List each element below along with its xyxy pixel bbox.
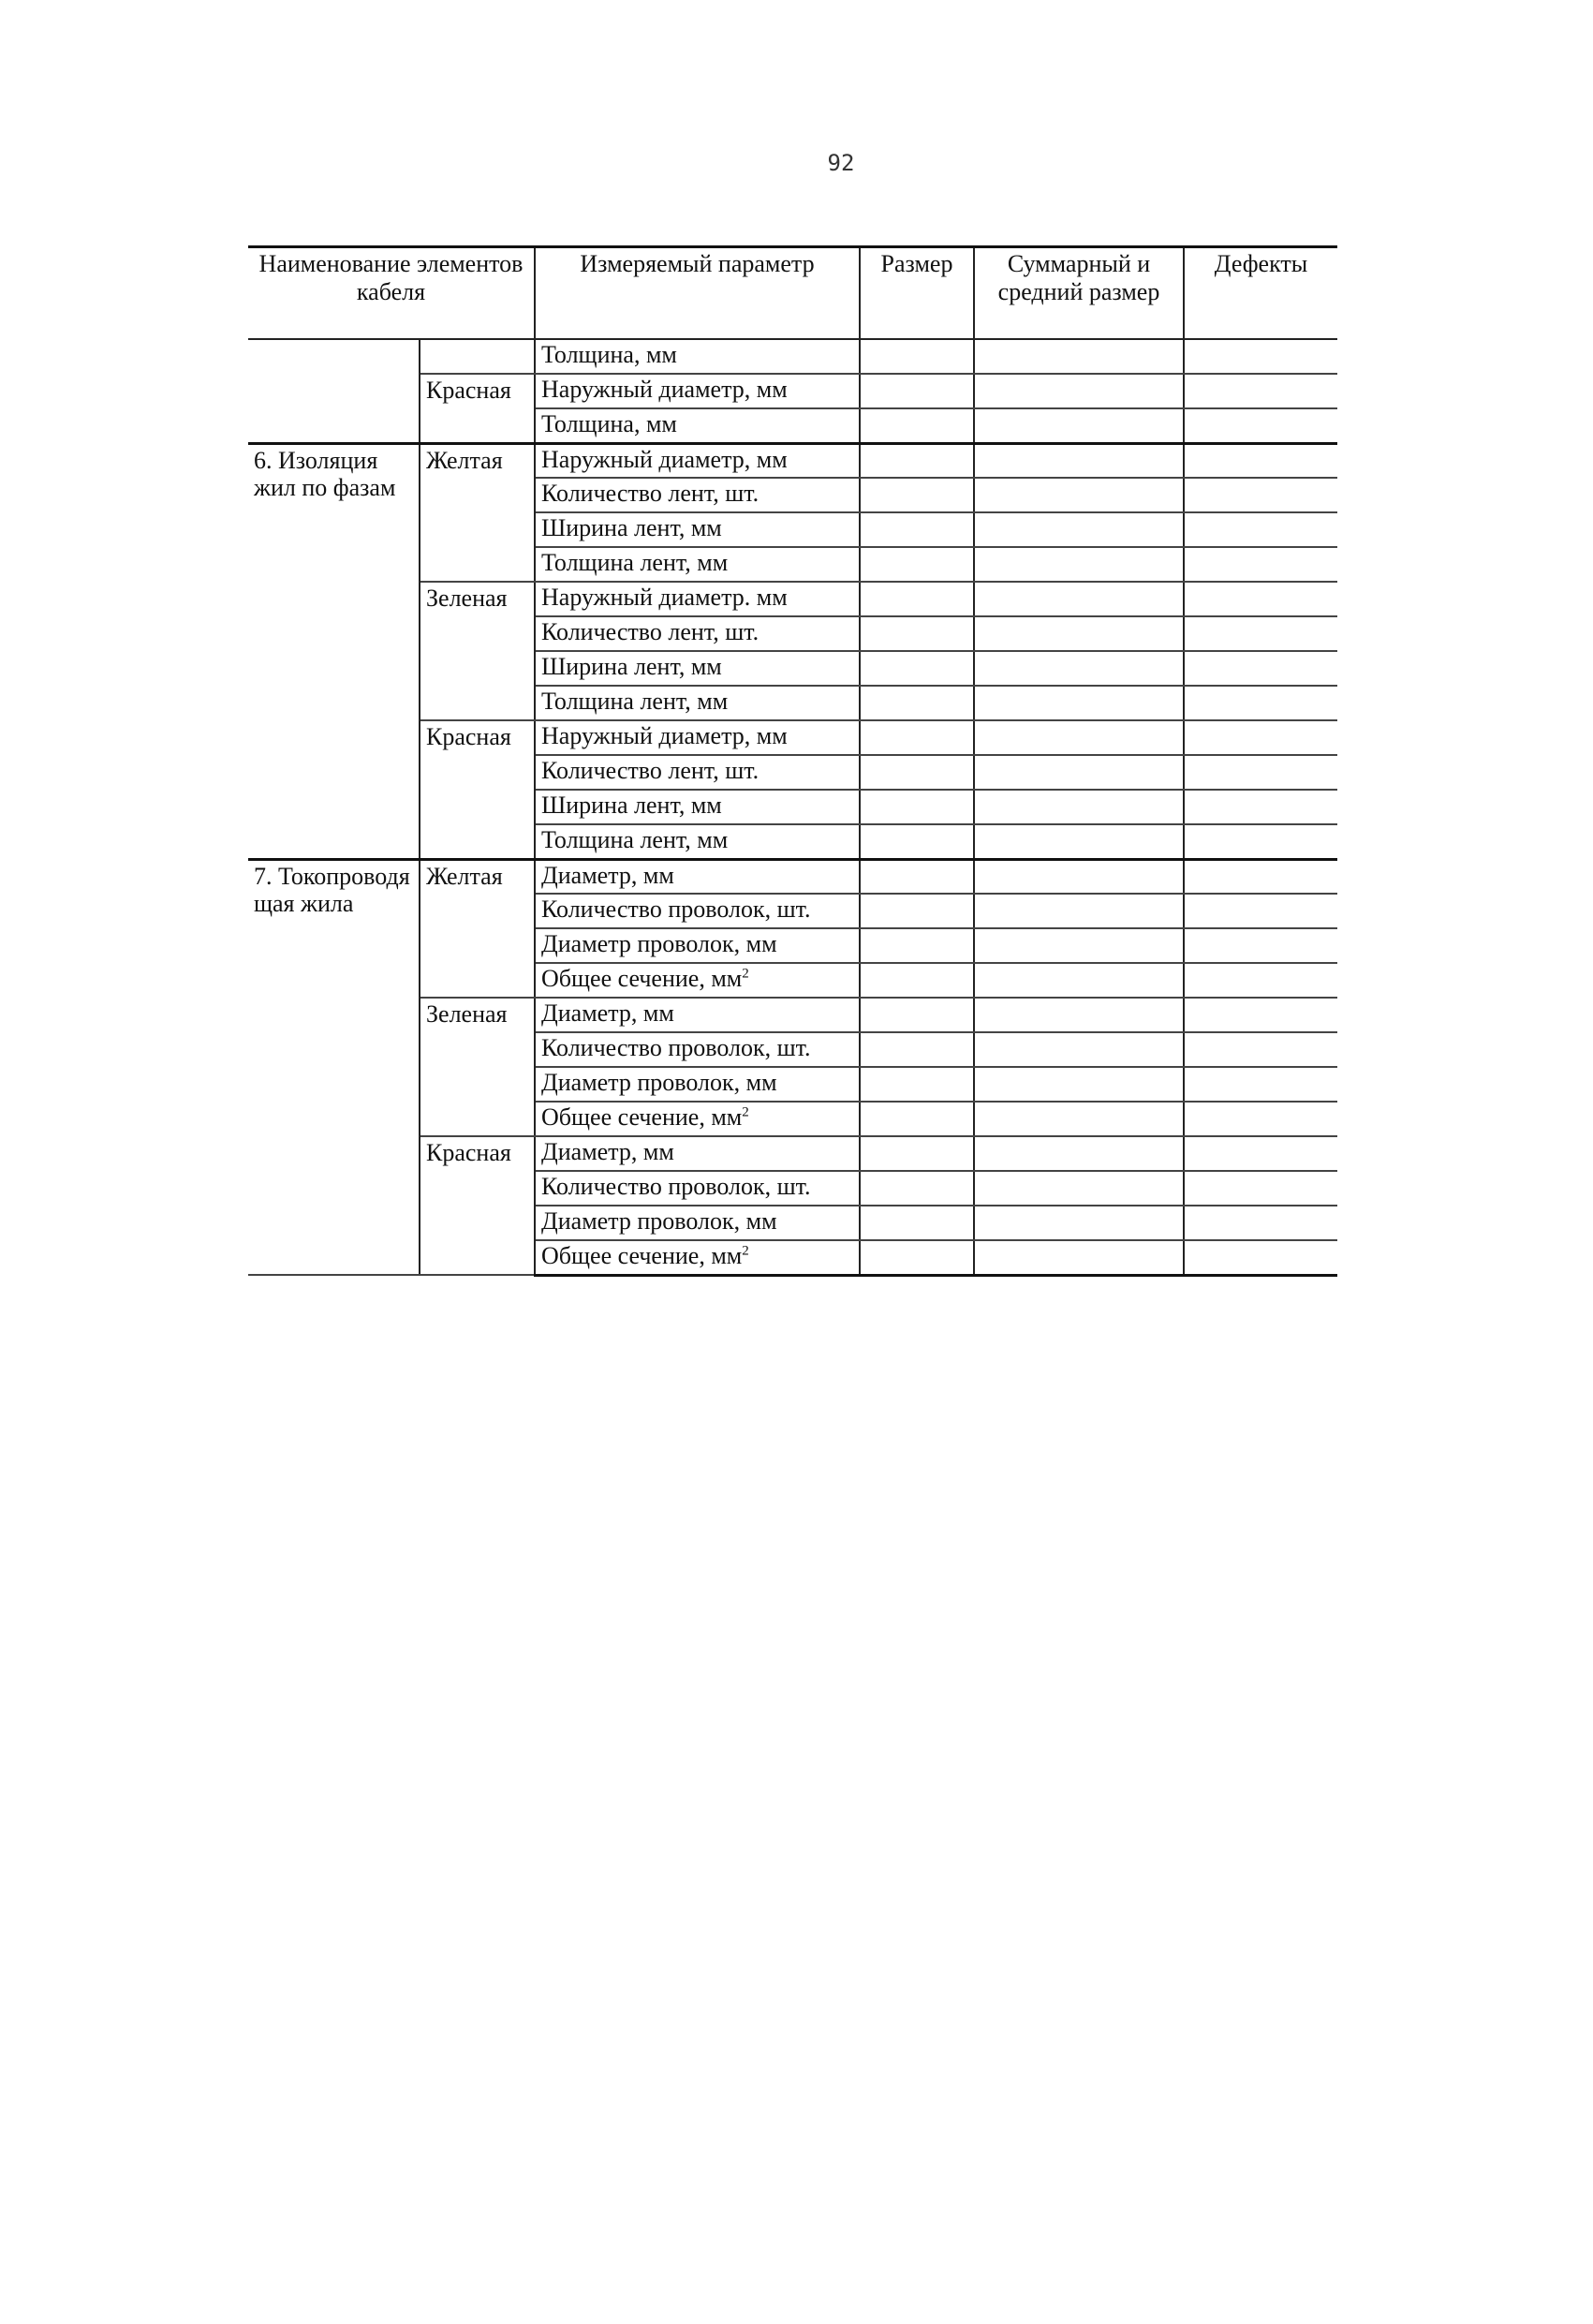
total-value-cell xyxy=(974,720,1184,755)
defects-value-cell xyxy=(1184,859,1337,894)
defects-value-cell xyxy=(1184,720,1337,755)
parameter-cell xyxy=(535,374,860,408)
parameter-cell xyxy=(535,616,860,651)
parameter-cell xyxy=(535,651,860,686)
size-value-cell xyxy=(860,512,974,547)
size-value-cell xyxy=(860,651,974,686)
parameter-label: Диаметр, мм xyxy=(541,999,674,1027)
table-body xyxy=(248,339,1337,1275)
defects-value-cell xyxy=(1184,547,1337,582)
total-value-cell xyxy=(974,547,1184,582)
total-value-cell xyxy=(974,894,1184,928)
parameter-label: Наружный диаметр, мм xyxy=(541,376,788,403)
parameter-label: Количество проволок, шт. xyxy=(541,1034,811,1061)
size-value-cell xyxy=(860,755,974,790)
total-value-cell xyxy=(974,824,1184,859)
phase-cell: Зеленая xyxy=(420,998,535,1136)
total-value-cell xyxy=(974,582,1184,616)
total-value-cell xyxy=(974,928,1184,963)
parameter-cell xyxy=(535,408,860,443)
table-header-row xyxy=(248,247,1337,340)
parameter-cell xyxy=(535,1102,860,1136)
table-row xyxy=(248,859,1337,894)
parameter-label: Наружный диаметр, мм xyxy=(541,445,788,473)
parameter-label: Диаметр проволок, мм xyxy=(541,1207,777,1235)
size-value-cell xyxy=(860,1171,974,1206)
header-element: Наименование элементов кабеля xyxy=(248,247,535,340)
cable-measurement-table xyxy=(248,245,1337,1277)
total-value-cell xyxy=(974,374,1184,408)
defects-value-cell xyxy=(1184,374,1337,408)
size-value-cell xyxy=(860,790,974,824)
defects-value-cell xyxy=(1184,1240,1337,1275)
defects-value-cell xyxy=(1184,651,1337,686)
parameter-cell xyxy=(535,443,860,478)
size-value-cell xyxy=(860,582,974,616)
parameter-cell xyxy=(535,478,860,512)
size-value-cell xyxy=(860,824,974,859)
size-value-cell xyxy=(860,1206,974,1240)
total-value-cell xyxy=(974,1032,1184,1067)
parameter-cell xyxy=(535,686,860,720)
parameter-label: Наружный диаметр. мм xyxy=(541,584,788,611)
parameter-cell xyxy=(535,894,860,928)
total-value-cell xyxy=(974,859,1184,894)
total-value-cell xyxy=(974,755,1184,790)
phase-cell: Желтая xyxy=(420,859,535,998)
size-value-cell xyxy=(860,443,974,478)
parameter-cell xyxy=(535,512,860,547)
phase-cell: Красная xyxy=(420,1136,535,1275)
parameter-label: Толщина, мм xyxy=(541,341,677,368)
defects-value-cell xyxy=(1184,1136,1337,1171)
total-value-cell xyxy=(974,339,1184,374)
parameter-cell xyxy=(535,339,860,374)
parameter-cell xyxy=(535,1032,860,1067)
total-value-cell xyxy=(974,1171,1184,1206)
size-value-cell xyxy=(860,998,974,1032)
total-value-cell xyxy=(974,408,1184,443)
size-value-cell xyxy=(860,1102,974,1136)
parameter-cell xyxy=(535,1136,860,1171)
defects-value-cell xyxy=(1184,963,1337,998)
size-value-cell xyxy=(860,720,974,755)
defects-value-cell xyxy=(1184,1206,1337,1240)
defects-value-cell xyxy=(1184,824,1337,859)
parameter-label: Количество лент, шт. xyxy=(541,480,760,507)
header-total: Суммарный и средний размер xyxy=(974,247,1184,340)
parameter-cell xyxy=(535,547,860,582)
parameter-cell xyxy=(535,928,860,963)
size-value-cell xyxy=(860,963,974,998)
size-value-cell xyxy=(860,547,974,582)
parameter-cell xyxy=(535,1067,860,1102)
parameter-label: Диаметр проволок, мм xyxy=(541,1069,777,1096)
unit-superscript: 2 xyxy=(742,1243,749,1259)
parameter-label: Диаметр, мм xyxy=(541,861,674,889)
parameter-label: Толщина лент, мм xyxy=(541,826,729,853)
total-value-cell xyxy=(974,616,1184,651)
size-value-cell xyxy=(860,928,974,963)
parameter-label: Диаметр, мм xyxy=(541,1138,674,1165)
parameter-cell xyxy=(535,963,860,998)
total-value-cell xyxy=(974,998,1184,1032)
parameter-label: Толщина лент, мм xyxy=(541,688,729,715)
phase-cell: Красная xyxy=(420,374,535,443)
parameter-cell xyxy=(535,720,860,755)
defects-value-cell xyxy=(1184,339,1337,374)
header-size: Размер xyxy=(860,247,974,340)
parameter-label: Толщина, мм xyxy=(541,410,677,437)
defects-value-cell xyxy=(1184,1067,1337,1102)
parameter-label: Общее сечение, мм xyxy=(541,965,743,992)
parameter-cell xyxy=(535,824,860,859)
size-value-cell xyxy=(860,686,974,720)
size-value-cell xyxy=(860,1032,974,1067)
parameter-label: Ширина лент, мм xyxy=(541,792,722,819)
total-value-cell xyxy=(974,1102,1184,1136)
phase-cell: Красная xyxy=(420,720,535,859)
defects-value-cell xyxy=(1184,512,1337,547)
parameter-cell xyxy=(535,1240,860,1275)
parameter-label: Ширина лент, мм xyxy=(541,514,722,541)
element-name-cell: 7. Токопроводя щая жила xyxy=(248,859,420,1275)
parameter-cell xyxy=(535,1171,860,1206)
element-name-cell xyxy=(248,339,420,443)
size-value-cell xyxy=(860,894,974,928)
defects-value-cell xyxy=(1184,790,1337,824)
parameter-cell xyxy=(535,582,860,616)
defects-value-cell xyxy=(1184,1032,1337,1067)
table-row xyxy=(248,443,1337,478)
defects-value-cell xyxy=(1184,755,1337,790)
page-number: 92 xyxy=(827,150,855,176)
total-value-cell xyxy=(974,443,1184,478)
parameter-label: Количество лент, шт. xyxy=(541,757,760,784)
header-parameter: Измеряемый параметр xyxy=(535,247,860,340)
total-value-cell xyxy=(974,686,1184,720)
parameter-label: Общее сечение, мм xyxy=(541,1242,743,1269)
phase-cell: Зеленая xyxy=(420,582,535,720)
parameter-label: Количество проволок, шт. xyxy=(541,1173,811,1200)
total-value-cell xyxy=(974,790,1184,824)
phase-cell: Желтая xyxy=(420,443,535,582)
parameter-cell xyxy=(535,859,860,894)
unit-superscript: 2 xyxy=(742,966,749,982)
size-value-cell xyxy=(860,1240,974,1275)
parameter-label: Толщина лент, мм xyxy=(541,549,729,576)
total-value-cell xyxy=(974,478,1184,512)
total-value-cell xyxy=(974,1206,1184,1240)
parameter-label: Количество проволок, шт. xyxy=(541,896,811,923)
defects-value-cell xyxy=(1184,582,1337,616)
parameter-label: Наружный диаметр, мм xyxy=(541,722,788,749)
size-value-cell xyxy=(860,1136,974,1171)
parameter-label: Ширина лент, мм xyxy=(541,653,722,680)
size-value-cell xyxy=(860,339,974,374)
header-defects: Дефекты xyxy=(1184,247,1337,340)
size-value-cell xyxy=(860,616,974,651)
total-value-cell xyxy=(974,1067,1184,1102)
size-value-cell xyxy=(860,374,974,408)
parameter-cell xyxy=(535,790,860,824)
total-value-cell xyxy=(974,1136,1184,1171)
defects-value-cell xyxy=(1184,1102,1337,1136)
defects-value-cell xyxy=(1184,998,1337,1032)
defects-value-cell xyxy=(1184,408,1337,443)
defects-value-cell xyxy=(1184,616,1337,651)
table-row xyxy=(248,339,1337,374)
parameter-cell xyxy=(535,755,860,790)
parameter-cell xyxy=(535,1206,860,1240)
defects-value-cell xyxy=(1184,928,1337,963)
defects-value-cell xyxy=(1184,443,1337,478)
size-value-cell xyxy=(860,1067,974,1102)
total-value-cell xyxy=(974,1240,1184,1275)
size-value-cell xyxy=(860,408,974,443)
defects-value-cell xyxy=(1184,686,1337,720)
element-name-cell: 6. Изоляция жил по фазам xyxy=(248,443,420,859)
parameter-cell xyxy=(535,998,860,1032)
total-value-cell xyxy=(974,512,1184,547)
total-value-cell xyxy=(974,651,1184,686)
unit-superscript: 2 xyxy=(742,1104,749,1120)
total-value-cell xyxy=(974,963,1184,998)
phase-cell xyxy=(420,339,535,374)
defects-value-cell xyxy=(1184,894,1337,928)
size-value-cell xyxy=(860,859,974,894)
size-value-cell xyxy=(860,478,974,512)
defects-value-cell xyxy=(1184,1171,1337,1206)
parameter-label: Диаметр проволок, мм xyxy=(541,930,777,957)
parameter-label: Общее сечение, мм xyxy=(541,1103,743,1131)
defects-value-cell xyxy=(1184,478,1337,512)
parameter-label: Количество лент, шт. xyxy=(541,618,760,645)
